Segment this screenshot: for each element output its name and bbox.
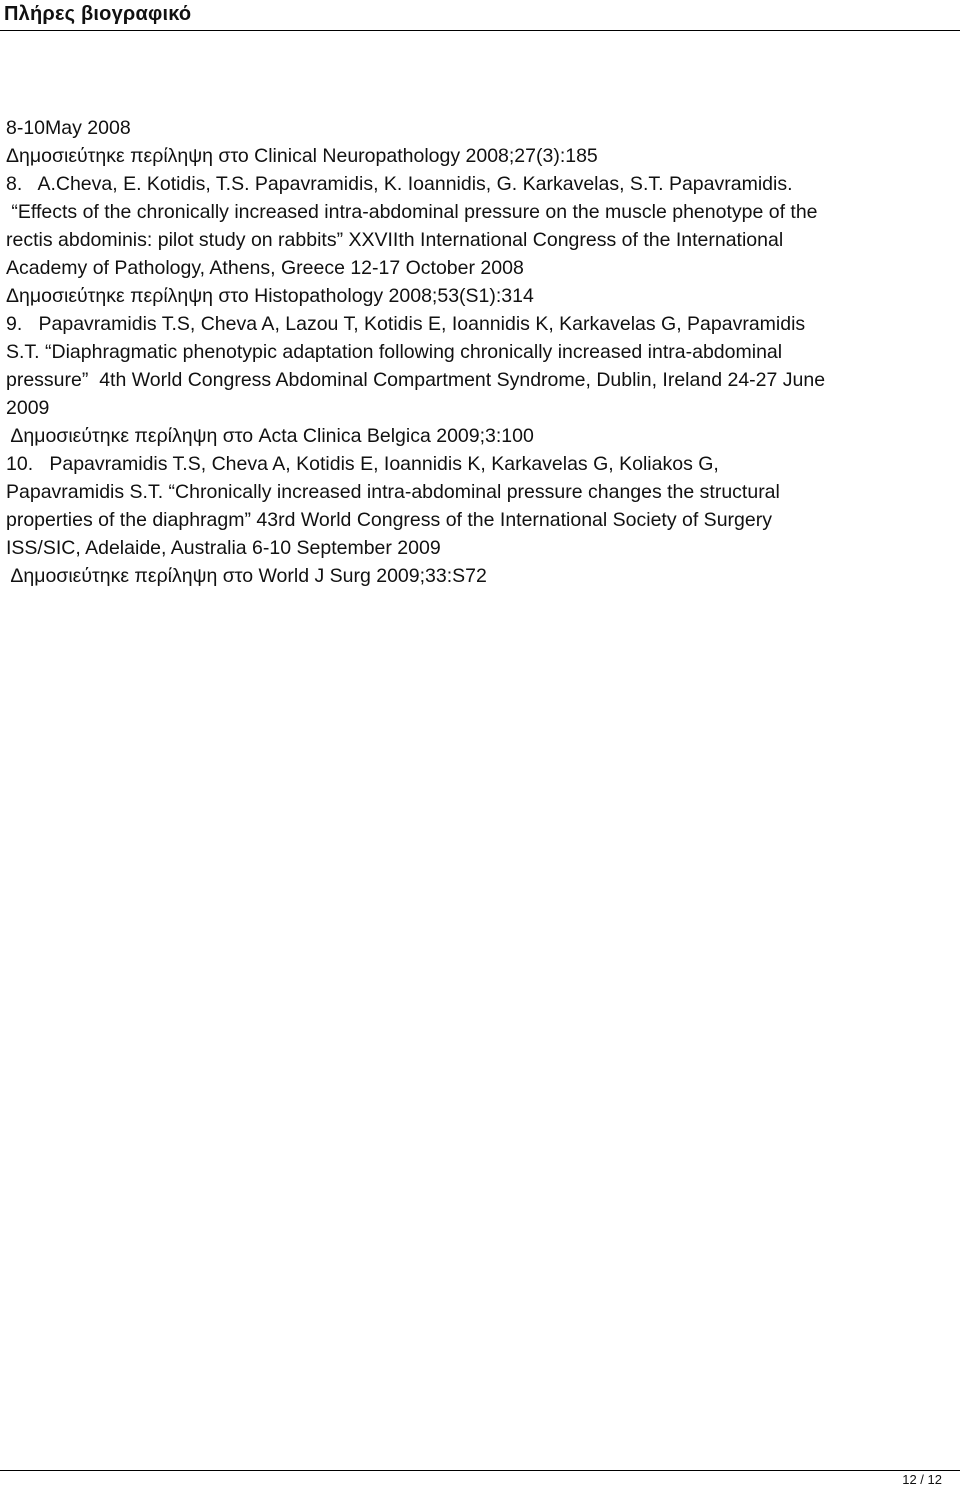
- text-line: 10. Papavramidis T.S, Cheva A, Kotidis E, Ioannidis K, Karkavelas G, Koliakos G,: [6, 453, 719, 475]
- text-line: S.T. “Diaphragmatic phenotypic adaptation following chronically increased intra-abdominal: [6, 341, 783, 363]
- page-indicator: 12 / 12: [902, 1472, 942, 1487]
- page-header: [0, 0, 960, 32]
- text-line: Δημοσιεύτηκε περίληψη στο Histopathology 2008;53(S1):314: [6, 285, 534, 307]
- text-line: properties of the diaphragm” 43rd World Congress of the International Society of Surgery: [6, 509, 772, 531]
- text-line: ISS/SIC, Adelaide, Australia 6-10 September 2009: [6, 537, 441, 559]
- text-line: 8. A.Cheva, E. Kotidis, T.S. Papavramidis, K. Ioannidis, G. Karkavelas, S.T. Papavramidis.: [6, 173, 793, 195]
- text-line: pressure” 4th World Congress Abdominal Compartment Syndrome, Dublin, Ireland 24-27 June: [6, 369, 826, 391]
- text-line: rectis abdominis: pilot study on rabbits” XXVIIth International Congress of the International: [6, 229, 784, 251]
- page-footer: [0, 1470, 960, 1490]
- text-line: Δημοσιεύτηκε περίληψη στο Acta Clinica Belgica 2009;3:100: [6, 425, 534, 447]
- text-line: 8-10May 2008: [6, 117, 131, 139]
- text-line: Δημοσιεύτηκε περίληψη στο Clinical Neuropathology 2008;27(3):185: [6, 145, 598, 167]
- document-body: [6, 114, 954, 590]
- page-title: Πλήρες βιογραφικό: [4, 3, 192, 25]
- footer-divider: [0, 1470, 960, 1471]
- text-line: “Effects of the chronically increased intra-abdominal pressure on the muscle phenotype of the: [6, 201, 818, 223]
- header-divider: [0, 30, 960, 31]
- text-line: Δημοσιεύτηκε περίληψη στο World J Surg 2009;33:S72: [6, 565, 487, 587]
- text-line: Papavramidis S.T. “Chronically increased intra-abdominal pressure changes the structural: [6, 481, 780, 503]
- text-line: 2009: [6, 397, 50, 419]
- text-line: 9. Papavramidis T.S, Cheva A, Lazou T, Kotidis E, Ioannidis K, Karkavelas G, Papavramidis: [6, 313, 806, 335]
- text-line: Academy of Pathology, Athens, Greece 12-17 October 2008: [6, 257, 524, 279]
